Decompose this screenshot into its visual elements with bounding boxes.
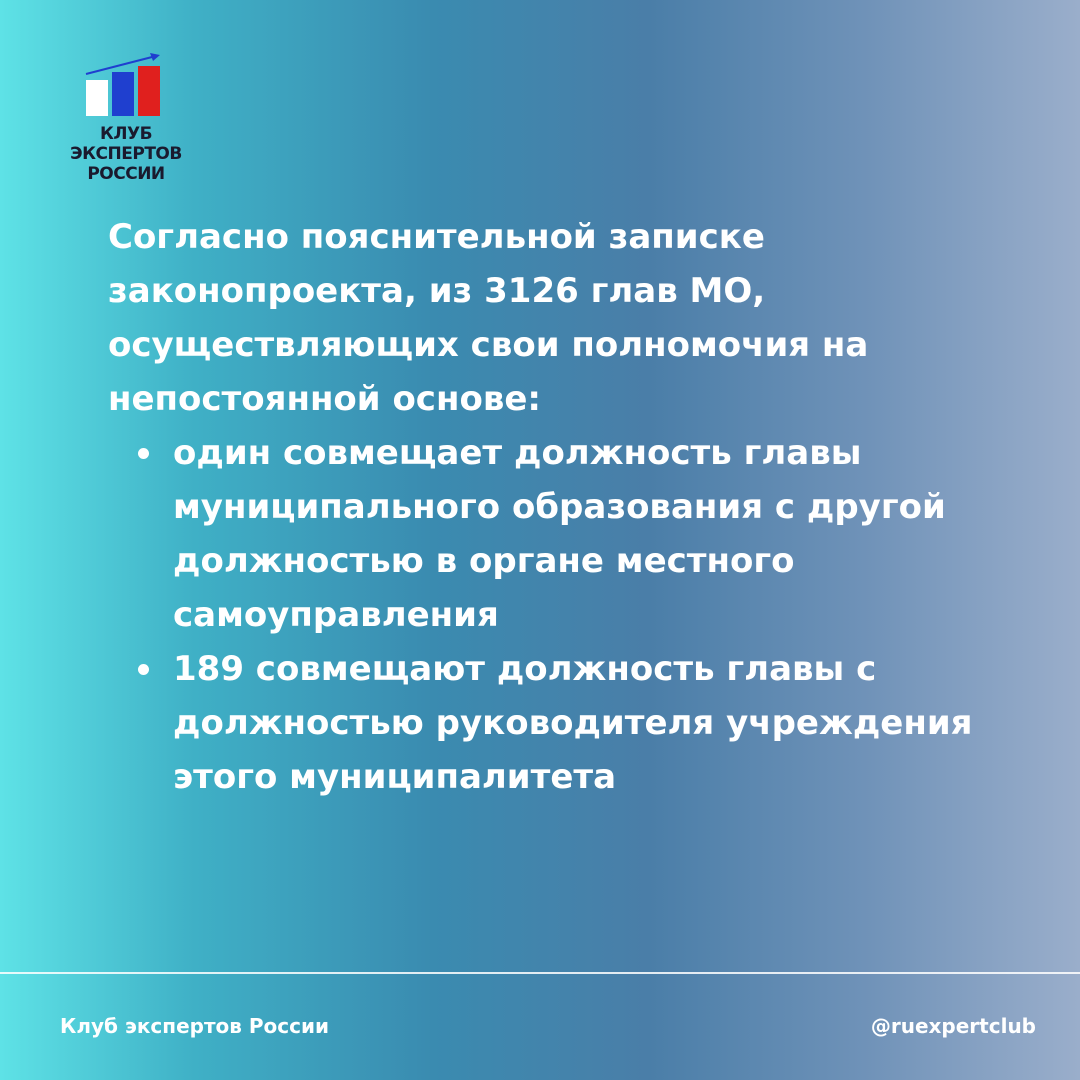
logo-text-line1: КЛУБ ЭКСПЕРТОВ bbox=[70, 124, 182, 164]
bullet-icon bbox=[138, 448, 149, 459]
logo-text-line2: РОССИИ bbox=[87, 164, 165, 184]
list-item-text: один совмещает должность главы муниципального образования с другой должностью в органе местного самоуправления bbox=[173, 433, 946, 635]
bullet-icon bbox=[138, 664, 149, 675]
list-item bbox=[173, 642, 1008, 804]
logo-text bbox=[44, 124, 208, 184]
intro-paragraph: Согласно пояснительной записке законопроекта, из 3126 глав МО, осуществляющих свои полномочия на непостоянной основе: bbox=[108, 217, 869, 419]
bullet-list bbox=[108, 426, 1008, 804]
footer-brand: Клуб экспертов России bbox=[60, 1014, 330, 1038]
list-item-text: 189 совмещают должность главы с должностью руководителя учреждения этого муниципалитета bbox=[173, 649, 973, 797]
footer-divider bbox=[0, 972, 1080, 974]
club-logo bbox=[44, 52, 224, 184]
main-text bbox=[108, 210, 1008, 804]
list-item bbox=[173, 426, 1008, 642]
bar-chart-icon bbox=[84, 52, 170, 118]
footer-handle[interactable]: @ruexpertclub bbox=[870, 1014, 1036, 1038]
